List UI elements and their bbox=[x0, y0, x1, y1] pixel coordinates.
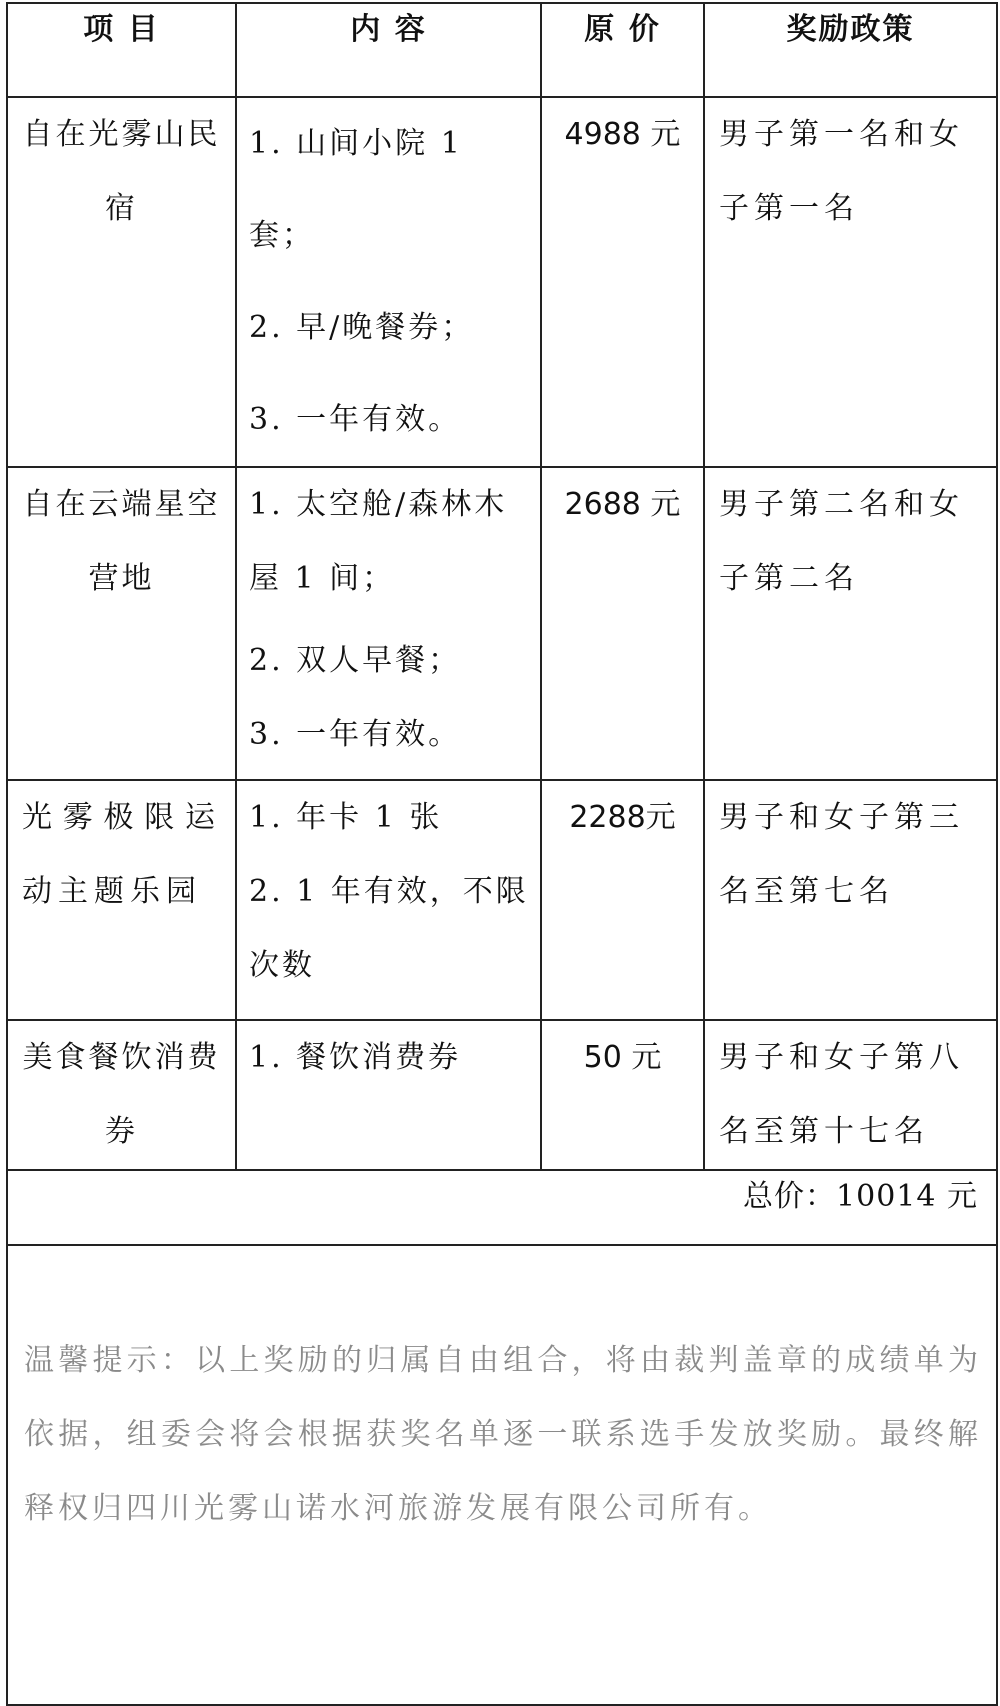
content-cell bbox=[236, 467, 541, 780]
note-cell bbox=[7, 1245, 997, 1705]
content-line: 2. 1 年有效，不限次数 bbox=[249, 874, 529, 983]
content-line: 1. 年卡 1 张 bbox=[249, 800, 443, 835]
table-row bbox=[7, 1020, 997, 1170]
table-row bbox=[7, 780, 997, 1020]
content-cell bbox=[236, 780, 541, 1020]
header-item: 项 目 bbox=[7, 3, 236, 97]
item-cell: 自在光雾山民宿 bbox=[7, 97, 236, 467]
prize-table bbox=[6, 2, 998, 1706]
note-row bbox=[7, 1245, 997, 1705]
note-text: 温馨提示：以上奖励的归属自由组合，将由裁判盖章的成绩单为依据，组委会将会根据获奖名单逐一联系选手发放奖励。最终解释权归四川光雾山诺水河旅游发展有限公司所有。 bbox=[24, 1343, 982, 1526]
header-content: 内 容 bbox=[236, 3, 541, 97]
content-line: 1. 山间小院 1 套； bbox=[249, 126, 463, 253]
item-cell: 光雾极限运动主题乐园 bbox=[7, 780, 236, 1020]
content-line: 3. 一年有效。 bbox=[249, 402, 462, 437]
header-row bbox=[7, 3, 997, 97]
content-cell bbox=[236, 97, 541, 467]
total-row bbox=[7, 1170, 997, 1245]
total-price: 总价：10014 元 bbox=[7, 1170, 997, 1245]
policy-cell: 男子和女子第八名至第十七名 bbox=[704, 1020, 997, 1170]
table-row bbox=[7, 97, 997, 467]
content-cell bbox=[236, 1020, 541, 1170]
header-policy: 奖励政策 bbox=[704, 3, 997, 97]
content-line: 2. 早/晚餐券； bbox=[249, 310, 475, 345]
header-price: 原 价 bbox=[541, 3, 704, 97]
content-line: 1. 餐饮消费券 bbox=[249, 1040, 462, 1075]
policy-cell: 男子第二名和女子第二名 bbox=[704, 467, 997, 780]
price-cell: 2288元 bbox=[541, 780, 704, 1020]
content-line: 1. 太空舱/森林木屋 1 间； bbox=[249, 487, 508, 596]
item-cell: 自在云端星空营地 bbox=[7, 467, 236, 780]
price-cell: 50 元 bbox=[541, 1020, 704, 1170]
price-cell: 2688 元 bbox=[541, 467, 704, 780]
content-line: 2. 双人早餐； bbox=[249, 643, 462, 678]
item-cell: 美食餐饮消费券 bbox=[7, 1020, 236, 1170]
policy-cell: 男子第一名和女子第一名 bbox=[704, 97, 997, 467]
content-line: 3. 一年有效。 bbox=[249, 717, 462, 752]
table-row bbox=[7, 467, 997, 780]
price-cell: 4988 元 bbox=[541, 97, 704, 467]
policy-cell: 男子和女子第三名至第七名 bbox=[704, 780, 997, 1020]
